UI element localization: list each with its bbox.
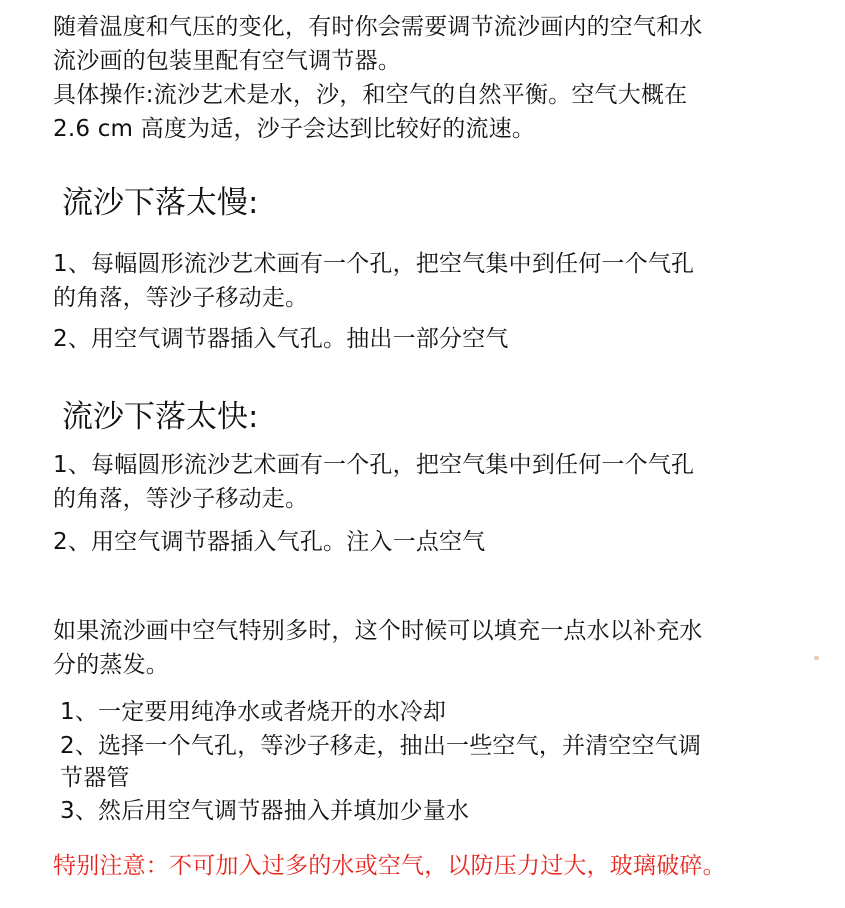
slow-step-2: 2、用空气调节器插入气孔。抽出一部分空气: [53, 326, 509, 352]
intro-line-3: 具体操作:流沙艺术是水，沙，和空气的自然平衡。空气大概在: [53, 82, 688, 108]
intro-line-4: 2.6 cm 高度为适，沙子会达到比较好的流速。: [53, 116, 536, 142]
water-intro-line-1: 如果流沙画中空气特别多时，这个时候可以填充一点水以补充水: [53, 618, 703, 644]
decorative-speck: [814, 656, 819, 660]
intro-line-1: 随着温度和气压的变化，有时你会需要调节流沙画内的空气和水: [53, 14, 703, 40]
slow-heading: 流沙下落太慢:: [62, 185, 259, 221]
warning-text: 特别注意：不可加入过多的水或空气，以防压力过大，玻璃破碎。: [53, 853, 726, 879]
water-step-1: 1、一定要用纯净水或者烧开的水冷却: [60, 699, 447, 725]
water-step-2-line-2: 节器管: [60, 765, 130, 791]
intro-line-2: 流沙画的包装里配有空气调节器。: [53, 48, 401, 74]
slow-step-1-line-2: 的角落，等沙子移动走。: [53, 285, 309, 311]
fast-heading: 流沙下落太快:: [62, 399, 259, 435]
fast-step-2: 2、用空气调节器插入气孔。注入一点空气: [53, 529, 486, 555]
slow-step-1-line-1: 1、每幅圆形流沙艺术画有一个孔，把空气集中到任何一个气孔: [53, 251, 695, 277]
fast-step-1-line-2: 的角落，等沙子移动走。: [53, 486, 309, 512]
water-intro-line-2: 分的蒸发。: [53, 652, 169, 678]
water-step-2-line-1: 2、选择一个气孔，等沙子移走，抽出一些空气，并清空空气调: [60, 733, 702, 759]
water-step-3: 3、然后用空气调节器抽入并填加少量水: [60, 798, 470, 824]
fast-step-1-line-1: 1、每幅圆形流沙艺术画有一个孔，把空气集中到任何一个气孔: [53, 452, 695, 478]
